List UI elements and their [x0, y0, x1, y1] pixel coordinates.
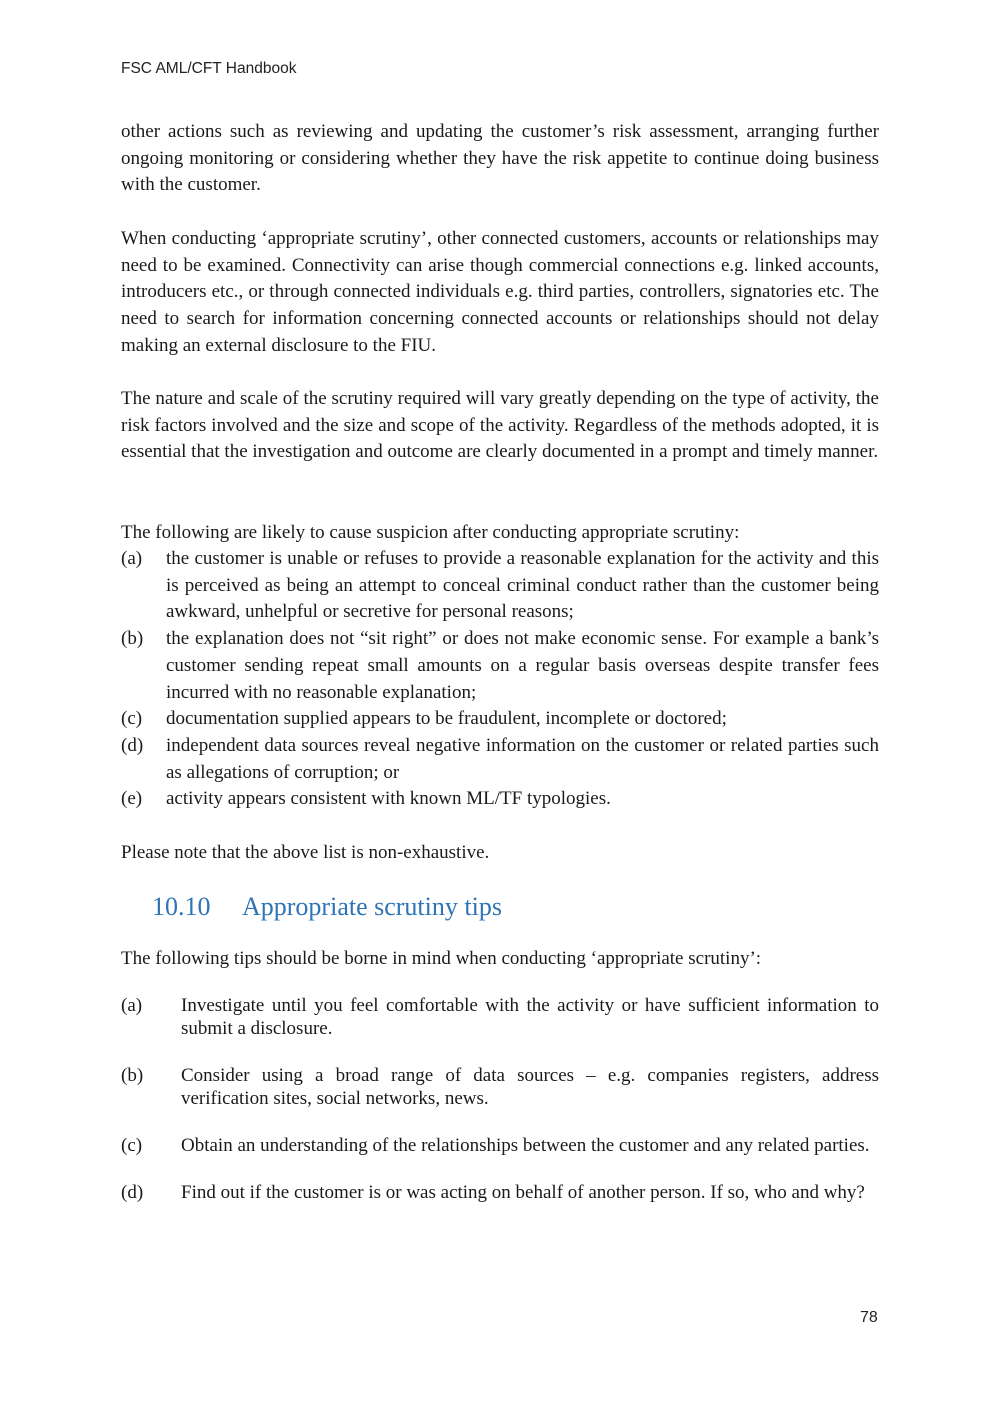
paragraph-text: The nature and scale of the scrutiny required will vary greatly depending on the type of activity, the risk factors involved and the size and scope of the activity. Regardless of the methods adopted, it is essential that the investigation and outcome are clearly documented in a prompt and timely manner. [121, 388, 879, 463]
list-item [121, 1181, 879, 1204]
list-item [121, 1064, 879, 1110]
list-item-text: the customer is unable or refuses to provide a reasonable explanation for the activity and this is perceived as being an attempt to conceal criminal conduct rather than the customer being awkward, unhelpful or secretive for personal reasons; [166, 548, 879, 623]
list-item-label: (d) [121, 1182, 144, 1203]
paragraph-suspicion-intro [121, 520, 879, 547]
list-item-text: the explanation does not “sit right” or does not make economic sense. For example a bank’s customer sending repeat small amounts on a regular basis overseas despite transfer fees incurred with no reasonable explanation; [166, 628, 879, 703]
list-item-text: independent data sources reveal negative information on the customer or related parties such as allegations of corruption; or [166, 734, 879, 783]
list-item [121, 994, 879, 1040]
list-item [121, 733, 879, 786]
list-item [121, 546, 879, 626]
paragraph-text: When conducting ‘appropriate scrutiny’, other connected customers, accounts or relationships may need to be examined. Connectivity can arise though commercial connections e.g. linked accounts, introducers etc., or through connected individuals e.g. third parties, controllers, signatories etc. The need to search for information concerning connected accounts or relationships should not delay making an external disclosure to the FIU. [121, 228, 879, 356]
list-item [121, 626, 879, 706]
list-item-label: (a) [121, 995, 143, 1016]
list-item-label: (c) [121, 708, 143, 730]
list-item-label: (d) [121, 734, 144, 756]
section-number: 10.10 [152, 892, 211, 921]
list-item-text: documentation supplied appears to be fraudulent, incomplete or doctored; [166, 708, 727, 730]
list-item-label: (c) [121, 1135, 143, 1156]
list-item [121, 1134, 879, 1157]
list-item-label: (a) [121, 548, 143, 569]
list-item-text: Obtain an understanding of the relationships between the customer and any related parties. [181, 1135, 870, 1156]
list-item [121, 786, 879, 813]
document-header: FSC AML/CFT Handbook [121, 60, 297, 77]
paragraph-non-exhaustive [121, 840, 879, 867]
paragraph-text: other actions such as reviewing and updating the customer’s risk assessment, arranging further ongoing monitoring or considering whether they have the risk appetite to continue doing business with the customer. [121, 121, 879, 196]
section-heading [152, 892, 502, 922]
list-item [121, 706, 879, 733]
list-item-text: Consider using a broad range of data sources – e.g. companies registers, address verification sites, social networks, news. [181, 1065, 879, 1109]
list-item-text: Find out if the customer is or was acting on behalf of another person. If so, who and why? [181, 1182, 865, 1203]
paragraph-continuation [121, 119, 879, 199]
page-number: 78 [860, 1309, 878, 1326]
paragraph-text: Please note that the above list is non-exhaustive. [121, 842, 490, 863]
paragraph-nature-scale [121, 386, 879, 466]
suspicion-list [121, 546, 879, 813]
list-item-label: (e) [121, 788, 143, 810]
list-item-text: activity appears consistent with known ML/TF typologies. [166, 788, 611, 810]
list-item-label: (b) [121, 628, 144, 650]
tips-list [121, 994, 879, 1228]
paragraph-connected-customers [121, 226, 879, 360]
paragraph-text: The following tips should be borne in mind when conducting ‘appropriate scrutiny’: [121, 948, 762, 969]
paragraph-text: The following are likely to cause suspicion after conducting appropriate scrutiny: [121, 522, 740, 543]
paragraph-tips-intro [121, 946, 879, 973]
list-item-label: (b) [121, 1065, 144, 1086]
list-item-text: Investigate until you feel comfortable with the activity or have sufficient information to submit a disclosure. [181, 995, 879, 1039]
section-title: Appropriate scrutiny tips [242, 892, 502, 921]
